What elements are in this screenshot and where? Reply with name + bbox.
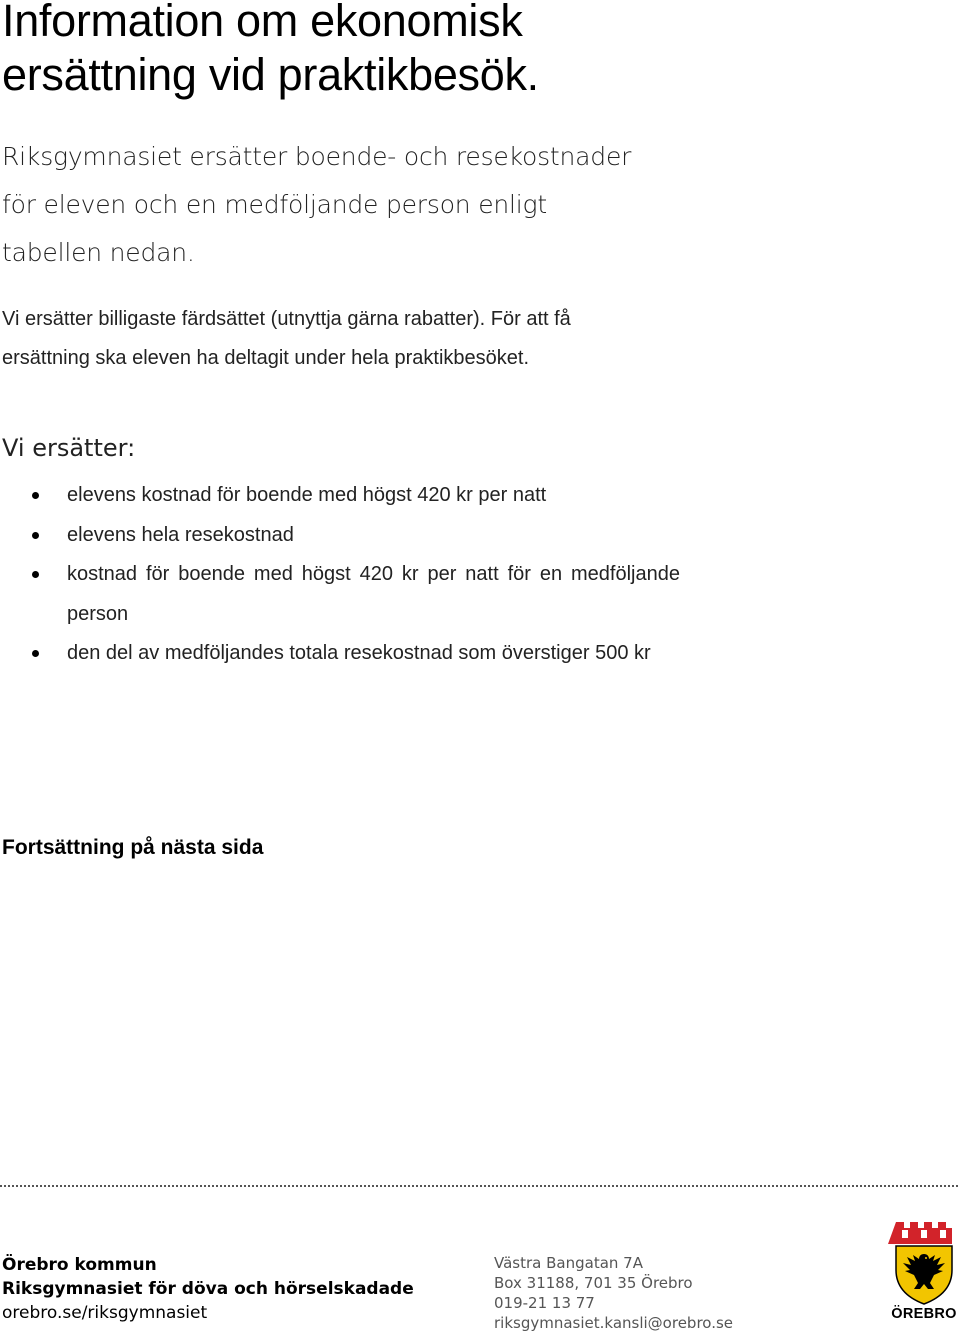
intro-line: tabellen nedan.	[2, 238, 195, 267]
continuation-note: Fortsättning på nästa sida	[2, 836, 264, 859]
list-item-text: den del av medföljandes totala resekostnad som överstiger 500 kr	[67, 642, 651, 664]
intro-line: Riksgymnasiet ersätter boende- och resekostnader	[2, 142, 632, 171]
title-line: ersättning vid praktikbesök.	[2, 49, 539, 100]
street-address: Västra Bangatan 7A	[494, 1254, 643, 1272]
bullet-icon	[32, 532, 39, 539]
orebro-logo	[888, 1218, 960, 1334]
intro-line: för eleven och en medföljande person enligt	[2, 190, 547, 219]
bullet-icon	[32, 571, 39, 578]
email-link[interactable]: riksgymnasiet.kansli@orebro.se	[494, 1314, 734, 1332]
department-name: Riksgymnasiet för döva och hörselskadade	[2, 1279, 414, 1299]
title-line: Information om ekonomisk	[2, 0, 523, 46]
footer-organization	[2, 1253, 414, 1325]
conditions-paragraph	[2, 300, 571, 378]
coat-of-arms-icon	[888, 1218, 960, 1306]
footer-divider	[0, 1185, 958, 1187]
list-item	[0, 634, 680, 674]
list-item-text: kostnad för boende med högst 420 kr per natt för en medföljande person	[67, 563, 680, 625]
website-link[interactable]: orebro.se/riksgymnasiet	[2, 1303, 208, 1323]
logo-wordmark: ÖREBRO	[891, 1306, 957, 1322]
list-item-text: elevens kostnad för boende med högst 420 kr per natt	[67, 484, 547, 506]
list-heading: Vi ersätter:	[2, 434, 136, 462]
document-title	[2, 0, 539, 102]
list-item	[0, 555, 680, 634]
list-item-text: elevens hela resekostnad	[67, 523, 294, 546]
org-name: Örebro kommun	[2, 1255, 157, 1275]
list-item	[0, 516, 680, 556]
list-item	[0, 476, 680, 516]
paragraph-line: Vi ersätter billigaste färdsättet (utnyttja gärna rabatter). För att få	[2, 308, 571, 330]
footer-contact	[494, 1253, 733, 1333]
phone-number: 019-21 13 77	[494, 1294, 595, 1312]
postal-address: Box 31188, 701 35 Örebro	[494, 1274, 693, 1292]
paragraph-line: ersättning ska eleven ha deltagit under hela praktikbesöket.	[2, 347, 530, 369]
bullet-icon	[32, 492, 39, 499]
reimbursement-list	[0, 476, 680, 674]
bullet-icon	[32, 650, 39, 657]
intro-text	[2, 133, 631, 277]
